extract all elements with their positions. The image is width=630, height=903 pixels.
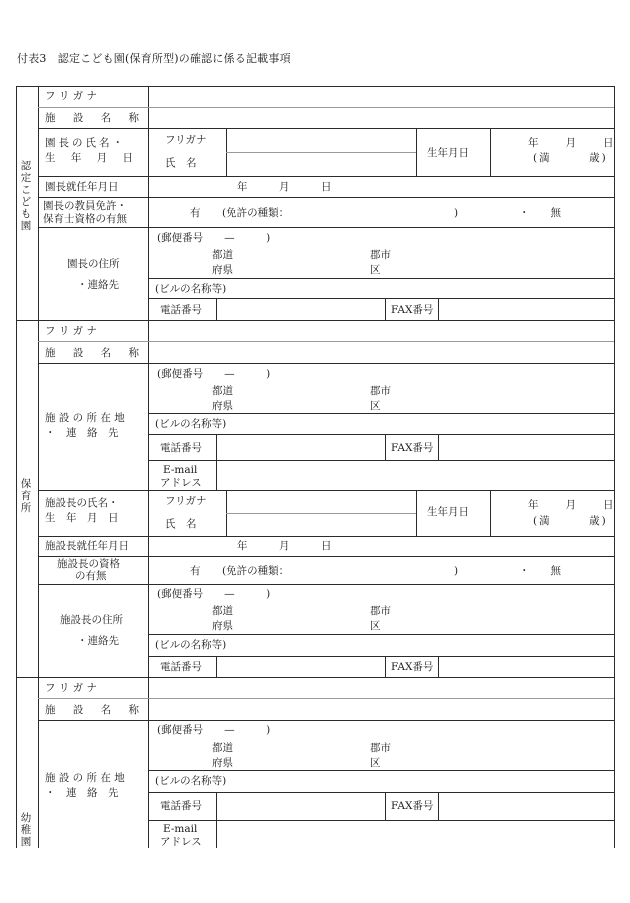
row-divider [148,434,614,435]
appointment-date-field[interactable]: 年 月 日 [237,181,332,193]
row-divider [38,536,614,537]
prefecture-label-2: 府県 [212,400,233,412]
row-divider [38,197,614,198]
table-border [16,86,17,848]
city-label-1: 郡市 [370,249,391,261]
cell-border [438,656,439,677]
label-tel: 電話番号 [160,442,202,454]
label-director-address-2: ・連絡先 [77,635,119,647]
cell-border [216,792,217,848]
cell-border [216,656,217,677]
label-license-1: 園長の教員免許・ [43,200,127,212]
label-tel: 電話番号 [160,304,202,316]
age-field[interactable]: (満 歳) [533,152,608,164]
row-divider [148,656,614,657]
city-label-2: 区 [370,400,381,412]
row-divider [148,634,614,635]
label-birth-date: 生年月日 [427,147,469,159]
cell-border [438,298,439,320]
appointment-date-field[interactable]: 年 月 日 [237,540,332,552]
city-label-1: 郡市 [370,605,391,617]
label-fax: FAX番号 [391,800,434,812]
group-separator [16,677,614,678]
label-furigana: フ リ ガ ナ [45,90,98,102]
label-principal-address-1: 園長の住所 [67,258,120,270]
label-email-1: E-mail [163,823,198,835]
city-label-1: 郡市 [370,385,391,397]
label-appointment-date: 園長就任年月日 [45,181,119,193]
label-director-name-1: 施設長の氏名・ [45,497,119,509]
label-facility-name: 施 設 名 称 [45,347,147,359]
cell-border [226,513,416,514]
postal-code-field[interactable]: (郵便番号 — ) [157,232,271,244]
table-border [38,86,39,848]
city-label-2: 区 [370,264,381,276]
label-fax: FAX番号 [391,304,434,316]
cell-border [385,434,386,460]
license-no[interactable]: ・ 無 [519,565,561,577]
row-divider [38,556,614,557]
label-fax: FAX番号 [391,442,434,454]
label-license-2: 保育士資格の有無 [43,213,127,225]
label-facility-location-2: ・ 連 絡 先 [45,427,119,439]
building-field[interactable]: (ビルの名称等) [155,639,227,651]
row-divider [148,298,614,299]
prefecture-label-1: 都道 [212,249,233,261]
label-principal-birth: 生 年 月 日 [45,152,140,164]
row-divider [148,792,614,793]
label-birth-date: 生年月日 [427,506,469,518]
building-field[interactable]: (ビルの名称等) [155,283,227,295]
label-tel: 電話番号 [160,800,202,812]
postal-code-field[interactable]: (郵便番号 — ) [157,588,271,600]
group-label-hoikusho: 保育所 [20,478,32,514]
label-director-qualification-1: 施設長の資格 [57,558,120,570]
row-divider [148,460,614,461]
prefecture-label-2: 府県 [212,264,233,276]
city-label-2: 区 [370,620,381,632]
license-type-field[interactable]: (免許の種類： [222,207,290,219]
label-furigana-small: フリガナ [165,495,207,507]
row-divider-thin [38,698,614,699]
cell-border [490,128,491,176]
label-director-address-1: 施設長の住所 [60,614,123,626]
label-email-2: アドレス [160,836,202,848]
group-separator [16,320,614,321]
table-border [614,86,615,848]
birth-date-field[interactable]: 年 月 日 [528,499,616,511]
cell-border [216,298,217,320]
building-field[interactable]: (ビルの名称等) [155,775,227,787]
prefecture-label-2: 府県 [212,757,233,769]
label-director-qualification-2: の有無 [75,570,107,582]
cell-border [385,656,386,677]
age-field[interactable]: (満 歳) [533,515,608,527]
row-divider [38,128,614,129]
row-divider [38,227,614,228]
city-label-1: 郡市 [370,742,391,754]
postal-code-field[interactable]: (郵便番号 — ) [157,724,271,736]
row-divider [148,278,614,279]
row-divider [38,584,614,585]
row-divider [38,490,614,491]
row-divider-thin [38,107,614,108]
label-principal-name: 園長の氏名・ [45,137,126,149]
cell-border [416,490,417,536]
license-yes[interactable]: 有 [190,207,201,219]
group-label-kodomoen: 認定こども園 [20,160,32,232]
row-divider [148,820,614,821]
table-border [16,86,614,87]
label-facility-name: 施 設 名 称 [45,112,147,124]
label-email-1: E-mail [163,464,198,476]
license-type-field[interactable]: (免許の種類： [222,565,290,577]
license-type-close: ) [454,565,459,577]
cell-border [385,298,386,320]
cell-border [416,128,417,176]
row-divider [38,176,614,177]
prefecture-label-1: 都道 [212,385,233,397]
label-tel: 電話番号 [160,661,202,673]
label-director-appointment: 施設長就任年月日 [45,540,129,552]
document-title: 付表3 認定こども園(保育所型)の確認に係る記載事項 [17,52,291,65]
license-yes[interactable]: 有 [190,565,201,577]
cell-border [216,434,217,490]
building-field[interactable]: (ビルの名称等) [155,418,227,430]
label-email-2: アドレス [160,477,202,489]
label-director-name-2: 生 年 月 日 [45,512,119,524]
cell-border [438,792,439,820]
label-furigana-small: フリガナ [165,134,207,146]
label-furigana: フ リ ガ ナ [45,682,98,694]
label-facility-name: 施 設 名 称 [45,704,147,716]
city-label-2: 区 [370,757,381,769]
prefecture-label-2: 府県 [212,620,233,632]
cell-border [490,490,491,536]
postal-code-field[interactable]: (郵便番号 — ) [157,368,271,380]
label-name: 氏 名 [165,518,197,530]
row-divider [148,770,614,771]
row-divider [38,363,614,364]
prefecture-label-1: 都道 [212,742,233,754]
row-divider [148,413,614,414]
label-fax: FAX番号 [391,661,434,673]
birth-date-field[interactable]: 年 月 日 [528,137,616,149]
row-divider [38,720,614,721]
cell-border [226,152,416,153]
license-no[interactable]: ・ 無 [519,207,561,219]
table-border [148,86,149,848]
label-facility-location-1: 施 設 の 所 在 地 [45,772,125,784]
row-divider-thin [38,341,614,342]
label-facility-location-2: ・ 連 絡 先 [45,787,119,799]
cell-border [438,434,439,460]
label-furigana: フ リ ガ ナ [45,325,98,337]
group-label-yochien: 幼稚園 [20,812,32,848]
label-name: 氏 名 [165,157,197,169]
license-type-close: ) [454,207,459,219]
cell-border [385,792,386,820]
label-principal-address-2: ・連絡先 [77,279,119,291]
prefecture-label-1: 都道 [212,605,233,617]
label-facility-location-1: 施 設 の 所 在 地 [45,412,125,424]
